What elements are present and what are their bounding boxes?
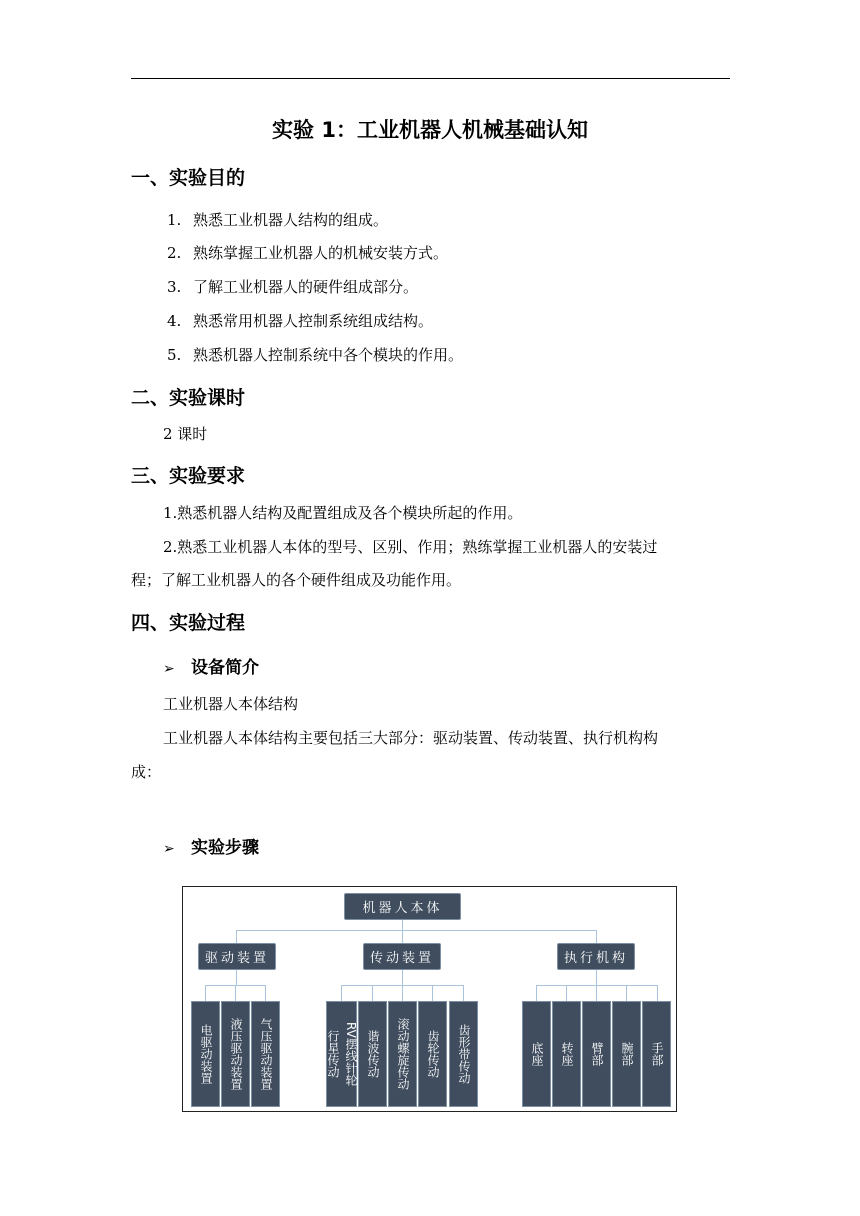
requirement-paragraph-2-line-1: 2.熟悉工业机器人本体的型号、区别、作用；熟练掌握工业机器人的安装过 bbox=[163, 538, 658, 556]
leaf-node-timing-belt: 齿形带传动 bbox=[449, 1001, 478, 1107]
connector bbox=[432, 985, 433, 1001]
connector bbox=[236, 930, 237, 943]
list-item: 2. 熟练掌握工业机器人的机械安装方式。 bbox=[167, 244, 449, 262]
subheading-steps: ➢ 实验步骤 bbox=[163, 838, 259, 858]
section-heading-requirements: 三、实验要求 bbox=[131, 465, 246, 487]
subheading-equipment: ➢ 设备简介 bbox=[163, 658, 259, 678]
list-item: 1. 熟悉工业机器人结构的组成。 bbox=[167, 211, 389, 229]
connector bbox=[596, 930, 597, 943]
group-node-drive: 驱动装置 bbox=[198, 943, 276, 970]
connector bbox=[236, 930, 596, 931]
connector bbox=[402, 985, 403, 1001]
leaf-node-arm: 臂部 bbox=[582, 1001, 611, 1107]
leaf-node-electric-drive: 电驱动装置 bbox=[191, 1001, 220, 1107]
body-paragraph: 工业机器人本体结构主要包括三大部分：驱动装置、传动装置、执行机构构 bbox=[163, 729, 659, 747]
connector bbox=[236, 970, 237, 985]
document-title: 实验 1：工业机器人机械基础认知 bbox=[272, 118, 588, 142]
connector bbox=[596, 985, 597, 1001]
leaf-node-wrist: 腕部 bbox=[612, 1001, 641, 1107]
leaf-node-pneumatic-drive: 气压驱动装置 bbox=[251, 1001, 280, 1107]
list-item: 3. 了解工业机器人的硬件组成部分。 bbox=[167, 278, 419, 296]
connector bbox=[566, 985, 567, 1001]
requirement-paragraph-1: 1.熟悉机器人结构及配置组成及各个模块所起的作用。 bbox=[163, 504, 523, 522]
body-paragraph: 成： bbox=[131, 763, 162, 781]
connector bbox=[265, 985, 266, 1001]
connector bbox=[402, 970, 403, 985]
leaf-node-gear-drive: 齿轮传动 bbox=[418, 1001, 447, 1107]
arrow-bullet-icon: ➢ bbox=[163, 841, 175, 857]
connector bbox=[235, 985, 236, 1001]
leaf-node-ball-screw: 滚动螺旋传动 bbox=[388, 1001, 417, 1107]
leaf-node-base: 底座 bbox=[522, 1001, 551, 1107]
arrow-bullet-icon: ➢ bbox=[163, 661, 175, 677]
list-item: 4. 熟悉常用机器人控制系统组成结构。 bbox=[167, 312, 434, 330]
leaf-node-harmonic-drive: 谐波传动 bbox=[358, 1001, 387, 1107]
connector bbox=[596, 970, 597, 985]
list-item: 5. 熟悉机器人控制系统中各个模块的作用。 bbox=[167, 346, 464, 364]
section-heading-objectives: 一、实验目的 bbox=[131, 167, 246, 189]
connector bbox=[402, 930, 403, 943]
leaf-node-hydraulic-drive: 液压驱动装置 bbox=[221, 1001, 250, 1107]
connector bbox=[372, 985, 373, 1001]
leaf-node-rv-cycloid: RV摆线针轮 行星传动 bbox=[326, 1001, 357, 1107]
robot-structure-diagram bbox=[182, 886, 677, 1112]
root-node: 机器人本体 bbox=[344, 893, 461, 920]
group-node-transmission: 传动装置 bbox=[363, 943, 441, 970]
connector bbox=[657, 985, 658, 1001]
header-rule bbox=[131, 78, 730, 79]
section-heading-hours: 二、实验课时 bbox=[131, 387, 246, 409]
leaf-node-turret: 转座 bbox=[552, 1001, 581, 1107]
requirement-paragraph-2-line-2: 程；了解工业机器人的各个硬件组成及功能作用。 bbox=[131, 571, 462, 589]
connector bbox=[341, 985, 342, 1001]
connector bbox=[205, 985, 206, 1001]
group-node-actuator: 执行机构 bbox=[557, 943, 635, 970]
connector bbox=[463, 985, 464, 1001]
connector bbox=[402, 920, 403, 930]
connector bbox=[626, 985, 627, 1001]
hours-text: 2 课时 bbox=[163, 425, 208, 443]
connector bbox=[536, 985, 537, 1001]
body-paragraph: 工业机器人本体结构 bbox=[163, 695, 299, 713]
section-heading-process: 四、实验过程 bbox=[131, 612, 246, 634]
leaf-node-hand: 手部 bbox=[642, 1001, 671, 1107]
